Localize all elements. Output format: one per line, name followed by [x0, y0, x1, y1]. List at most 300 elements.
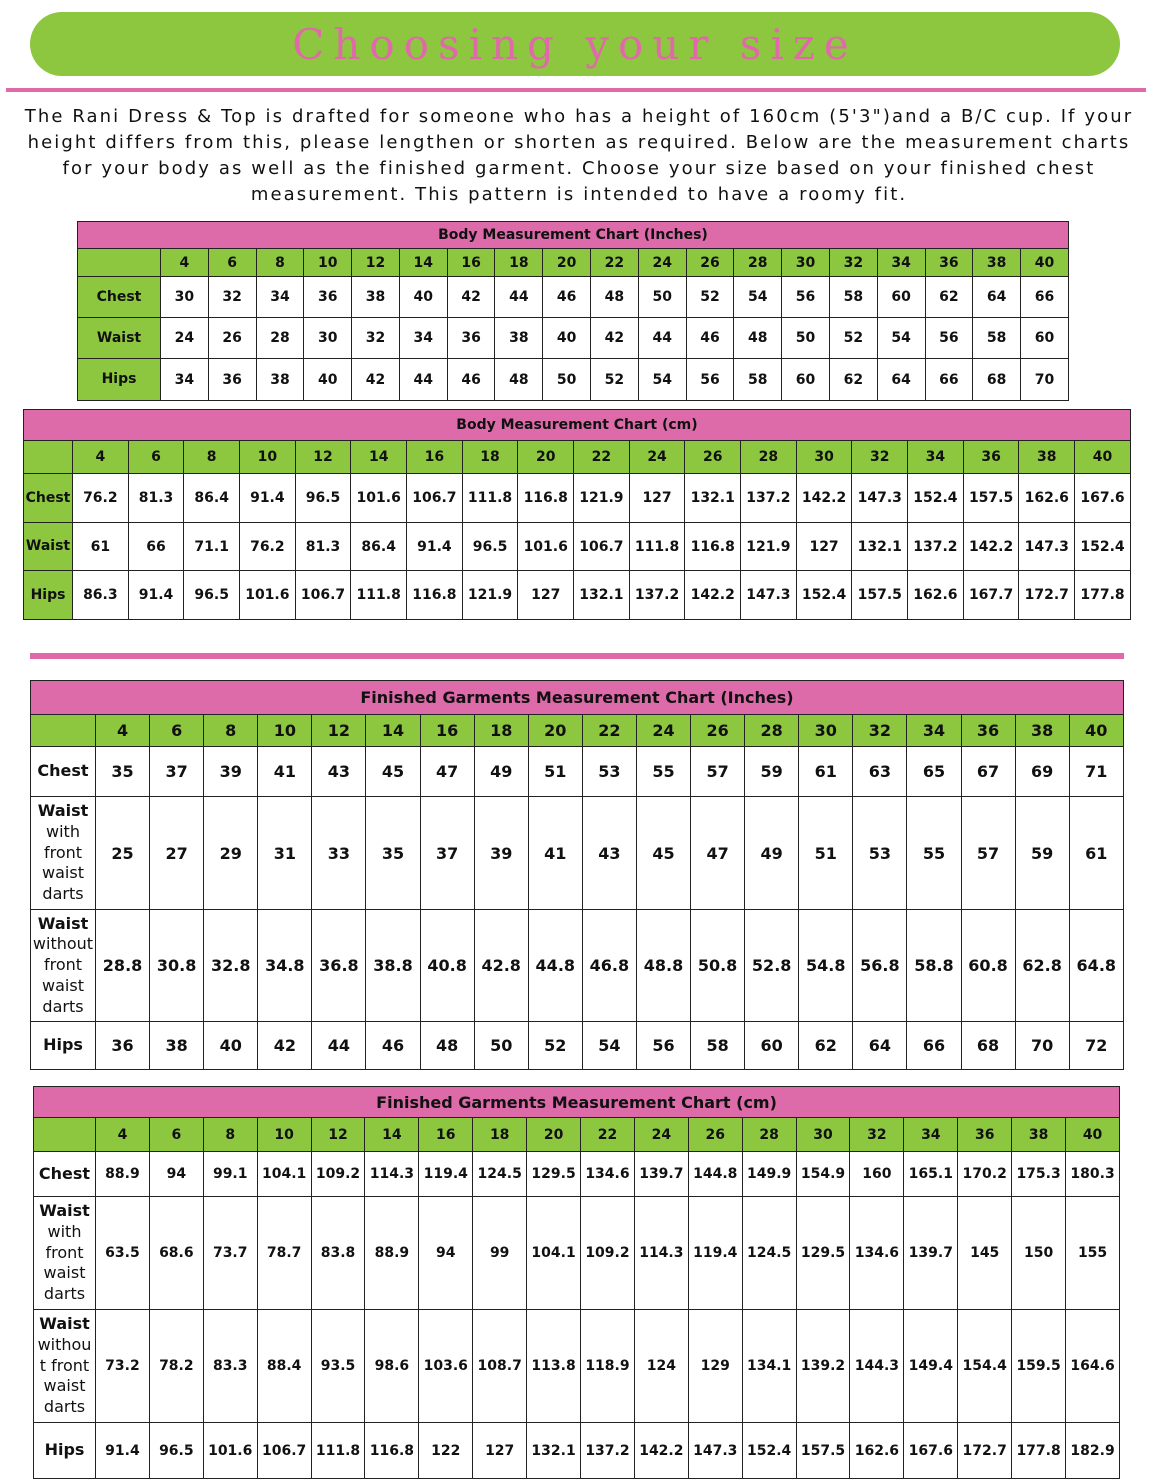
value-cell: 96.5 — [295, 474, 351, 523]
size-header-cell: 14 — [351, 441, 407, 474]
value-cell: 48 — [495, 359, 543, 401]
value-cell: 51 — [799, 797, 853, 910]
value-cell: 152.4 — [742, 1423, 796, 1479]
value-cell: 119.4 — [419, 1152, 473, 1197]
value-cell: 83.3 — [203, 1310, 257, 1423]
chart-title: Body Measurement Chart (cm) — [24, 410, 1131, 441]
value-cell: 139.2 — [796, 1310, 850, 1423]
row-label-subtext: darts — [42, 884, 84, 904]
value-cell: 60 — [782, 359, 830, 401]
value-cell: 34 — [161, 359, 209, 401]
row-label-text: Waist — [25, 538, 71, 555]
value-cell: 127 — [473, 1423, 527, 1479]
row-label-subtext: waist — [43, 1376, 86, 1396]
value-cell: 70 — [1015, 1022, 1069, 1070]
row-label-text: Hips — [43, 1035, 83, 1055]
size-header-cell: 22 — [581, 1118, 635, 1152]
value-cell: 44 — [495, 277, 543, 318]
size-header-cell: 8 — [184, 441, 240, 474]
row-label-text: Waist — [37, 801, 89, 820]
value-cell: 42.8 — [474, 910, 528, 1022]
value-cell: 47 — [420, 747, 474, 797]
measurement-row — [78, 277, 1069, 318]
row-label — [31, 797, 96, 910]
value-cell: 111.8 — [462, 474, 518, 523]
value-cell: 86.4 — [351, 523, 407, 571]
value-cell: 108.7 — [473, 1310, 527, 1423]
value-cell: 36 — [96, 1022, 150, 1070]
value-cell: 56 — [925, 318, 973, 359]
value-cell: 48.8 — [636, 910, 690, 1022]
size-header-cell: 40 — [1066, 1118, 1120, 1152]
value-cell: 118.9 — [581, 1310, 635, 1423]
value-cell: 40 — [204, 1022, 258, 1070]
size-header-cell: 12 — [311, 1118, 365, 1152]
size-header-corner — [31, 715, 96, 747]
value-cell: 137.2 — [741, 474, 797, 523]
value-cell: 106.7 — [295, 571, 351, 620]
value-cell: 36 — [208, 359, 256, 401]
value-cell: 55 — [907, 797, 961, 910]
row-label-subtext: without — [32, 934, 94, 954]
size-header-cell: 4 — [161, 249, 209, 277]
value-cell: 52 — [829, 318, 877, 359]
size-header-cell: 32 — [850, 1118, 904, 1152]
value-cell: 35 — [96, 747, 150, 797]
value-cell: 35 — [366, 797, 420, 910]
value-cell: 43 — [312, 747, 366, 797]
value-cell: 98.6 — [365, 1310, 419, 1423]
size-header-cell: 24 — [634, 1118, 688, 1152]
size-header-cell: 16 — [419, 1118, 473, 1152]
row-label-text: Hips — [44, 1440, 85, 1460]
value-cell: 66 — [907, 1022, 961, 1070]
size-header-cell: 8 — [256, 249, 304, 277]
value-cell: 47 — [691, 797, 745, 910]
size-header-cell: 38 — [1015, 715, 1069, 747]
size-header-row — [31, 715, 1124, 747]
value-cell: 54 — [877, 318, 925, 359]
value-cell: 30.8 — [150, 910, 204, 1022]
value-cell: 53 — [853, 797, 907, 910]
value-cell: 43 — [582, 797, 636, 910]
size-header-cell: 30 — [796, 441, 852, 474]
value-cell: 152.4 — [796, 571, 852, 620]
value-cell: 45 — [366, 747, 420, 797]
row-label-subtext: darts — [43, 1397, 86, 1417]
value-cell: 116.8 — [365, 1423, 419, 1479]
value-cell: 40 — [399, 277, 447, 318]
value-cell: 46 — [543, 277, 591, 318]
value-cell: 129.5 — [796, 1197, 850, 1310]
value-cell: 25 — [96, 797, 150, 910]
row-label-subtext: front — [43, 955, 83, 975]
value-cell: 24 — [161, 318, 209, 359]
value-cell: 147.3 — [741, 571, 797, 620]
value-cell: 54 — [582, 1022, 636, 1070]
value-cell: 66 — [925, 359, 973, 401]
value-cell: 54 — [638, 359, 686, 401]
value-cell: 29 — [204, 797, 258, 910]
value-cell: 71.1 — [184, 523, 240, 571]
measurement-row — [24, 523, 1131, 571]
value-cell: 172.7 — [958, 1423, 1012, 1479]
measurement-row — [31, 1022, 1124, 1070]
value-cell: 46 — [366, 1022, 420, 1070]
size-header-cell: 12 — [312, 715, 366, 747]
value-cell: 111.8 — [629, 523, 685, 571]
value-cell: 121.9 — [462, 571, 518, 620]
measurement-row — [78, 359, 1069, 401]
size-header-cell: 8 — [204, 715, 258, 747]
row-label-text: Waist — [37, 913, 89, 933]
value-cell: 86.4 — [184, 474, 240, 523]
size-header-cell: 38 — [1019, 441, 1075, 474]
row-label-text: Chest — [37, 761, 89, 781]
measurement-row — [78, 318, 1069, 359]
value-cell: 114.3 — [634, 1197, 688, 1310]
size-header-cell: 20 — [518, 441, 574, 474]
value-cell: 61 — [799, 747, 853, 797]
value-cell: 106.7 — [574, 523, 630, 571]
row-label-subtext: waist — [42, 863, 84, 883]
value-cell: 142.2 — [963, 523, 1019, 571]
value-cell: 42 — [258, 1022, 312, 1070]
size-header-cell: 36 — [925, 249, 973, 277]
value-cell: 68.6 — [149, 1197, 203, 1310]
value-cell: 76.2 — [73, 474, 129, 523]
value-cell: 52 — [528, 1022, 582, 1070]
title-banner — [30, 12, 1120, 76]
size-header-cell: 4 — [96, 715, 150, 747]
value-cell: 124 — [634, 1310, 688, 1423]
row-label-text: Chest — [38, 1163, 91, 1183]
divider-top — [6, 88, 1146, 92]
finished-chart-cm — [33, 1086, 1120, 1479]
value-cell: 94 — [149, 1152, 203, 1197]
value-cell: 103.6 — [419, 1310, 473, 1423]
value-cell: 62.8 — [1015, 910, 1069, 1022]
size-header-cell: 14 — [365, 1118, 419, 1152]
size-header-cell: 14 — [399, 249, 447, 277]
value-cell: 91.4 — [407, 523, 463, 571]
value-cell: 37 — [150, 747, 204, 797]
value-cell: 64 — [877, 359, 925, 401]
row-label-subtext: waist — [43, 1263, 86, 1283]
value-cell: 91.4 — [96, 1423, 150, 1479]
finished-chart-inches — [30, 680, 1124, 1070]
size-header-cell: 38 — [1012, 1118, 1066, 1152]
value-cell: 88.4 — [257, 1310, 311, 1423]
row-label — [31, 747, 96, 797]
value-cell: 66 — [1021, 277, 1069, 318]
size-header-cell: 20 — [528, 715, 582, 747]
value-cell: 142.2 — [634, 1423, 688, 1479]
row-label-text: Waist — [39, 1201, 90, 1220]
value-cell: 36 — [447, 318, 495, 359]
value-cell: 49 — [745, 797, 799, 910]
value-cell: 142.2 — [796, 474, 852, 523]
value-cell: 38 — [495, 318, 543, 359]
value-cell: 93.5 — [311, 1310, 365, 1423]
value-cell: 59 — [1015, 797, 1069, 910]
row-label — [24, 571, 73, 620]
value-cell: 50 — [638, 277, 686, 318]
value-cell: 114.3 — [365, 1152, 419, 1197]
value-cell: 99 — [473, 1197, 527, 1310]
row-label-text: Chest — [25, 489, 71, 506]
value-cell: 55 — [636, 747, 690, 797]
value-cell: 154.4 — [958, 1310, 1012, 1423]
row-label — [78, 318, 161, 359]
value-cell: 62 — [799, 1022, 853, 1070]
value-cell: 177.8 — [1075, 571, 1131, 620]
value-cell: 154.9 — [796, 1152, 850, 1197]
value-cell: 51 — [528, 747, 582, 797]
value-cell: 68 — [961, 1022, 1015, 1070]
value-cell: 111.8 — [311, 1423, 365, 1479]
value-cell: 36.8 — [312, 910, 366, 1022]
value-cell: 162.6 — [908, 571, 964, 620]
value-cell: 101.6 — [203, 1423, 257, 1479]
size-header-cell: 28 — [741, 441, 797, 474]
value-cell: 134.6 — [581, 1152, 635, 1197]
value-cell: 41 — [258, 747, 312, 797]
value-cell: 64 — [853, 1022, 907, 1070]
value-cell: 46 — [447, 359, 495, 401]
value-cell: 44 — [638, 318, 686, 359]
size-header-cell: 36 — [961, 715, 1015, 747]
value-cell: 172.7 — [1019, 571, 1075, 620]
value-cell: 132.1 — [527, 1423, 581, 1479]
size-header-cell: 16 — [447, 249, 495, 277]
value-cell: 81.3 — [128, 474, 184, 523]
value-cell: 28.8 — [96, 910, 150, 1022]
value-cell: 104.1 — [257, 1152, 311, 1197]
size-header-cell: 24 — [638, 249, 686, 277]
size-header-cell: 26 — [688, 1118, 742, 1152]
value-cell: 124.5 — [473, 1152, 527, 1197]
value-cell: 63.5 — [96, 1197, 150, 1310]
value-cell: 164.6 — [1066, 1310, 1120, 1423]
value-cell: 42 — [447, 277, 495, 318]
size-header-cell: 26 — [686, 249, 734, 277]
value-cell: 40.8 — [420, 910, 474, 1022]
value-cell: 54.8 — [799, 910, 853, 1022]
value-cell: 147.3 — [1019, 523, 1075, 571]
value-cell: 60.8 — [961, 910, 1015, 1022]
size-header-cell: 18 — [473, 1118, 527, 1152]
size-header-cell: 32 — [853, 715, 907, 747]
value-cell: 32.8 — [204, 910, 258, 1022]
value-cell: 46 — [686, 318, 734, 359]
size-header-cell: 32 — [852, 441, 908, 474]
size-header-cell: 10 — [240, 441, 296, 474]
value-cell: 101.6 — [240, 571, 296, 620]
value-cell: 54 — [734, 277, 782, 318]
value-cell: 88.9 — [96, 1152, 150, 1197]
value-cell: 61 — [1069, 797, 1123, 910]
value-cell: 139.7 — [634, 1152, 688, 1197]
value-cell: 121.9 — [741, 523, 797, 571]
value-cell: 38 — [150, 1022, 204, 1070]
size-header-cell: 24 — [636, 715, 690, 747]
size-header-cell: 6 — [128, 441, 184, 474]
value-cell: 124.5 — [742, 1197, 796, 1310]
value-cell: 58 — [691, 1022, 745, 1070]
row-label-subtext: with — [46, 821, 80, 841]
row-label — [34, 1152, 96, 1197]
value-cell: 49 — [474, 747, 528, 797]
size-header-cell: 28 — [745, 715, 799, 747]
value-cell: 56 — [782, 277, 830, 318]
value-cell: 109.2 — [581, 1197, 635, 1310]
value-cell: 44.8 — [528, 910, 582, 1022]
value-cell: 66 — [128, 523, 184, 571]
size-header-row — [78, 249, 1069, 277]
size-header-cell: 4 — [96, 1118, 150, 1152]
value-cell: 39 — [204, 747, 258, 797]
value-cell: 91.4 — [240, 474, 296, 523]
value-cell: 73.2 — [96, 1310, 150, 1423]
value-cell: 56 — [636, 1022, 690, 1070]
value-cell: 165.1 — [904, 1152, 958, 1197]
measurement-row — [31, 910, 1124, 1022]
value-cell: 60 — [1021, 318, 1069, 359]
value-cell: 137.2 — [908, 523, 964, 571]
size-header-cell: 20 — [543, 249, 591, 277]
value-cell: 34.8 — [258, 910, 312, 1022]
value-cell: 65 — [907, 747, 961, 797]
value-cell: 30 — [304, 318, 352, 359]
value-cell: 67 — [961, 747, 1015, 797]
row-label-subtext: front — [45, 1242, 84, 1262]
measurement-row — [24, 474, 1131, 523]
size-header-cell: 26 — [691, 715, 745, 747]
value-cell: 53 — [582, 747, 636, 797]
row-label-text: Waist — [96, 329, 142, 346]
value-cell: 96.5 — [462, 523, 518, 571]
value-cell: 73.7 — [203, 1197, 257, 1310]
value-cell: 38.8 — [366, 910, 420, 1022]
value-cell: 104.1 — [527, 1197, 581, 1310]
value-cell: 167.7 — [963, 571, 1019, 620]
size-header-cell: 8 — [203, 1118, 257, 1152]
value-cell: 99.1 — [203, 1152, 257, 1197]
value-cell: 134.1 — [742, 1310, 796, 1423]
value-cell: 157.5 — [852, 571, 908, 620]
value-cell: 96.5 — [184, 571, 240, 620]
row-label — [24, 523, 73, 571]
size-header-cell: 10 — [258, 715, 312, 747]
divider-middle — [30, 653, 1124, 659]
value-cell: 182.9 — [1066, 1423, 1120, 1479]
size-header-cell: 16 — [420, 715, 474, 747]
size-header-cell: 36 — [958, 1118, 1012, 1152]
value-cell: 38 — [352, 277, 400, 318]
size-header-cell: 40 — [1075, 441, 1131, 474]
value-cell: 48 — [734, 318, 782, 359]
row-label-text: Waist — [39, 1314, 90, 1333]
value-cell: 40 — [543, 318, 591, 359]
value-cell: 32 — [208, 277, 256, 318]
value-cell: 127 — [518, 571, 574, 620]
row-label-text: Hips — [30, 586, 66, 603]
value-cell: 113.8 — [527, 1310, 581, 1423]
value-cell: 157.5 — [796, 1423, 850, 1479]
value-cell: 68 — [973, 359, 1021, 401]
value-cell: 101.6 — [351, 474, 407, 523]
value-cell: 57 — [691, 747, 745, 797]
value-cell: 78.2 — [149, 1310, 203, 1423]
value-cell: 177.8 — [1012, 1423, 1066, 1479]
value-cell: 57 — [961, 797, 1015, 910]
measurement-row — [24, 571, 1131, 620]
intro-paragraph: The Rani Dress & Top is drafted for someone who has a height of 160cm (5'3")and a B/C cup. If your height differs from this, please lengthen or shorten as required. Below are the measurement charts for your body as well as the finished garment. Choose your size based on your finished chest measurement. This pattern is intended to have a roomy fit. — [24, 106, 1134, 205]
value-cell: 37 — [420, 797, 474, 910]
chart-title-row — [31, 681, 1124, 715]
value-cell: 58 — [973, 318, 1021, 359]
size-header-cell: 40 — [1021, 249, 1069, 277]
value-cell: 157.5 — [963, 474, 1019, 523]
size-header-cell: 26 — [685, 441, 741, 474]
measurement-row — [31, 797, 1124, 910]
value-cell: 58.8 — [907, 910, 961, 1022]
value-cell: 41 — [528, 797, 582, 910]
measurement-row — [31, 747, 1124, 797]
row-label-subtext: darts — [43, 1284, 86, 1304]
size-header-cell: 6 — [208, 249, 256, 277]
size-header-cell: 30 — [796, 1118, 850, 1152]
row-label-text: Chest — [96, 288, 142, 305]
value-cell: 86.3 — [73, 571, 129, 620]
body-chart-inches — [77, 221, 1069, 401]
measurement-row — [34, 1152, 1120, 1197]
value-cell: 78.7 — [257, 1197, 311, 1310]
chart-title-row — [24, 410, 1131, 441]
value-cell: 129.5 — [527, 1152, 581, 1197]
size-header-cell: 22 — [591, 249, 639, 277]
value-cell: 52 — [686, 277, 734, 318]
value-cell: 159.5 — [1012, 1310, 1066, 1423]
row-label-subtext: withou — [37, 1334, 92, 1354]
value-cell: 137.2 — [629, 571, 685, 620]
size-header-cell: 30 — [782, 249, 830, 277]
value-cell: 96.5 — [149, 1423, 203, 1479]
size-header-cell: 28 — [734, 249, 782, 277]
value-cell: 76.2 — [240, 523, 296, 571]
value-cell: 39 — [474, 797, 528, 910]
row-label-text: Hips — [101, 371, 137, 388]
value-cell: 64.8 — [1069, 910, 1123, 1022]
value-cell: 38 — [256, 359, 304, 401]
size-header-cell: 10 — [257, 1118, 311, 1152]
value-cell: 61 — [73, 523, 129, 571]
value-cell: 170.2 — [958, 1152, 1012, 1197]
size-header-cell: 4 — [73, 441, 129, 474]
value-cell: 137.2 — [581, 1423, 635, 1479]
row-label — [34, 1423, 96, 1479]
size-header-cell: 40 — [1069, 715, 1123, 747]
chart-title-row — [78, 222, 1069, 249]
chart-title: Finished Garments Measurement Chart (Inches) — [31, 681, 1124, 715]
row-label — [34, 1310, 96, 1423]
value-cell: 162.6 — [1019, 474, 1075, 523]
size-header-cell: 18 — [462, 441, 518, 474]
value-cell: 56.8 — [853, 910, 907, 1022]
value-cell: 139.7 — [904, 1197, 958, 1310]
value-cell: 155 — [1066, 1197, 1120, 1310]
